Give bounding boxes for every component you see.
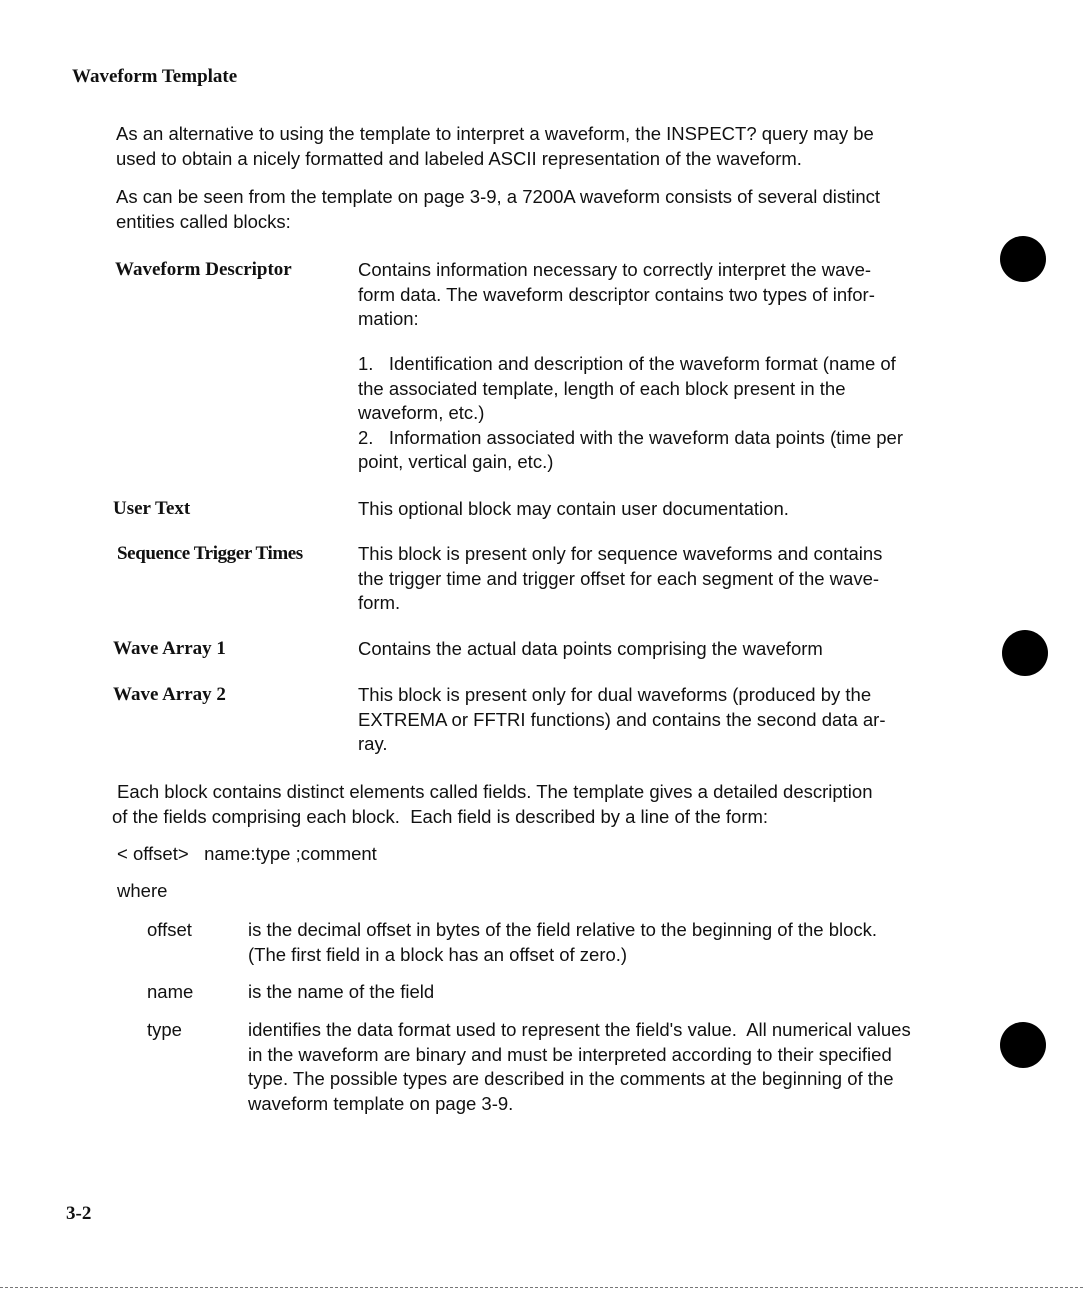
fields-line-1: Each block contains distinct elements called fields. The template gives a detailed description	[117, 781, 873, 802]
block-desc-line: This block is present only for sequence waveforms and contains	[358, 543, 883, 564]
definition-desc-offset	[248, 918, 968, 967]
block-desc-wave-array-1	[358, 637, 958, 662]
block-desc-line: ray.	[358, 733, 388, 754]
intro-paragraph-2	[116, 185, 976, 234]
block-term-waveform-descriptor: Waveform Descriptor	[115, 259, 292, 280]
intro-p2-line-1: As can be seen from the template on page 3-9, a 7200A waveform consists of several distinct	[116, 186, 881, 207]
definition-term-name: name	[147, 981, 194, 1002]
block-desc-line: form.	[358, 592, 401, 613]
block-desc-waveform-descriptor	[358, 258, 958, 332]
block-desc-sequence-trigger-times	[358, 542, 958, 616]
list-item-line: waveform, etc.)	[358, 402, 485, 423]
punch-hole-bottom	[1000, 1022, 1046, 1068]
list-item-line: 1. Identification and description of the waveform format (name of	[358, 353, 896, 374]
where-label: where	[117, 880, 168, 901]
descriptor-info-list	[358, 352, 958, 475]
block-desc-line: Contains the actual data points comprising the waveform	[358, 638, 823, 659]
punch-hole-top	[1000, 236, 1046, 282]
definition-line: identifies the data format used to represent the field's value. All numerical values	[248, 1019, 911, 1040]
page-number: 3-2	[66, 1203, 92, 1224]
punch-hole-middle	[1002, 630, 1048, 676]
intro-p2-line-2: entities called blocks:	[116, 210, 291, 232]
intro-p1-line-2: used to obtain a nicely formatted and labeled ASCII representation of the waveform.	[116, 147, 802, 169]
block-desc-line: mation:	[358, 308, 419, 329]
definition-line: is the decimal offset in bytes of the field relative to the beginning of the block.	[248, 919, 878, 940]
page-header-title: Waveform Template	[72, 66, 238, 87]
definition-line: type. The possible types are described in the comments at the beginning of the	[248, 1068, 894, 1089]
block-desc-line: Contains information necessary to correctly interpret the wave-	[358, 259, 872, 280]
block-desc-user-text	[358, 497, 958, 522]
block-term-user-text: User Text	[113, 498, 191, 519]
block-term-wave-array-2: Wave Array 2	[113, 684, 226, 705]
definition-line: waveform template on page 3-9.	[248, 1092, 514, 1114]
definition-line: is the name of the field	[248, 981, 435, 1002]
block-desc-wave-array-2	[358, 683, 958, 757]
block-desc-line: EXTREMA or FFTRI functions) and contains the second data ar-	[358, 708, 886, 730]
block-desc-line: form data. The waveform descriptor contains two types of infor-	[358, 283, 875, 305]
intro-paragraph-1	[116, 122, 976, 171]
block-desc-line: This block is present only for dual waveforms (produced by the	[358, 684, 872, 705]
scan-bottom-edge	[0, 1287, 1083, 1288]
intro-p1-line-1: As an alternative to using the template to interpret a waveform, the INSPECT? query may be	[116, 123, 874, 144]
block-term-sequence-trigger-times: Sequence Trigger Times	[117, 543, 303, 564]
definition-term-type: type	[147, 1019, 182, 1040]
block-desc-line: This optional block may contain user documentation.	[358, 498, 789, 519]
definition-line: (The first field in a block has an offset of zero.)	[248, 943, 628, 965]
field-form-syntax: < offset> name:type ;comment	[117, 843, 377, 864]
list-item-line: 2. Information associated with the waveform data points (time per	[358, 426, 903, 448]
fields-line-2: of the fields comprising each block. Each field is described by a line of the form:	[112, 805, 769, 827]
fields-paragraph	[112, 780, 992, 829]
list-item-line: the associated template, length of each block present in the	[358, 377, 846, 399]
definition-desc-name	[248, 980, 968, 1005]
definition-desc-type	[248, 1018, 968, 1116]
definition-line: in the waveform are binary and must be interpreted according to their specified	[248, 1043, 892, 1065]
block-desc-line: the trigger time and trigger offset for each segment of the wave-	[358, 567, 880, 589]
list-item-line: point, vertical gain, etc.)	[358, 451, 554, 472]
definition-term-offset: offset	[147, 919, 192, 940]
block-term-wave-array-1: Wave Array 1	[113, 638, 226, 659]
